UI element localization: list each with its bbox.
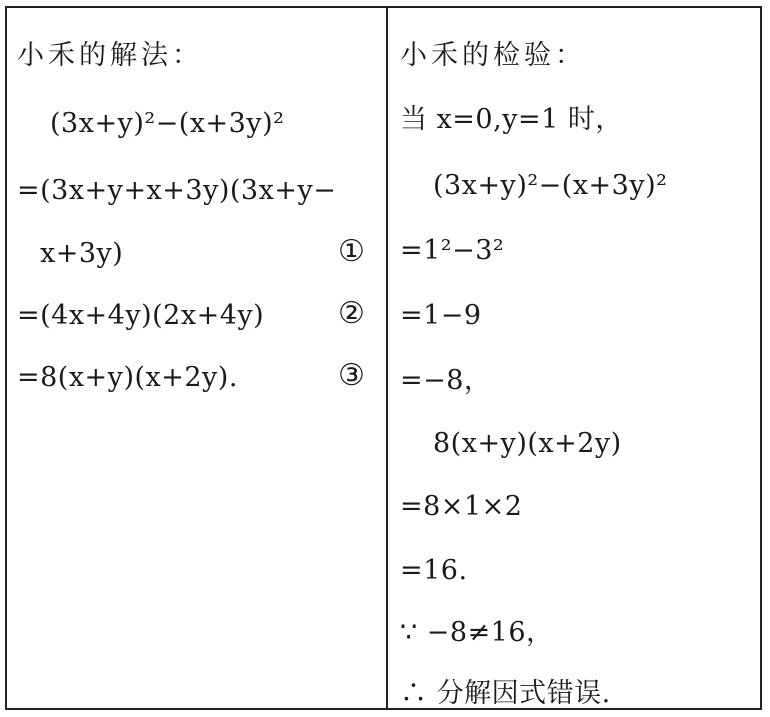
check-line-6: 8(x+y)(x+2y) [433, 428, 622, 459]
solution-heading: 小禾的解法： [17, 40, 203, 71]
step-marker-2: ② [338, 296, 365, 331]
check-line-8: =16. [400, 555, 468, 586]
check-heading: 小禾的检验： [400, 40, 586, 71]
check-line-10: ∴ 分解因式错误. [400, 678, 611, 709]
step-marker-1: ① [338, 234, 365, 269]
check-line-9: ∵ −8≠16， [400, 617, 554, 648]
solution-line-3: x+3y) [40, 238, 124, 269]
step-marker-3: ③ [338, 358, 365, 393]
check-line-4: =1−9 [400, 300, 482, 331]
solution-column [5, 6, 386, 710]
check-line-2: (3x+y)²−(x+3y)² [433, 170, 668, 201]
check-line-1: 当 x=0,y=1 时， [400, 104, 623, 135]
solution-line-5: =8(x+y)(x+2y). [17, 362, 238, 393]
check-line-5: =−8， [400, 365, 492, 396]
check-line-3: =1²−3² [400, 235, 505, 266]
solution-line-1: (3x+y)²−(x+3y)² [50, 108, 285, 139]
check-line-7: =8×1×2 [400, 491, 523, 522]
solution-line-4: =(4x+4y)(2x+4y) [17, 300, 265, 331]
check-column [388, 6, 762, 710]
solution-line-2: =(3x+y+x+3y)(3x+y− [17, 175, 337, 206]
